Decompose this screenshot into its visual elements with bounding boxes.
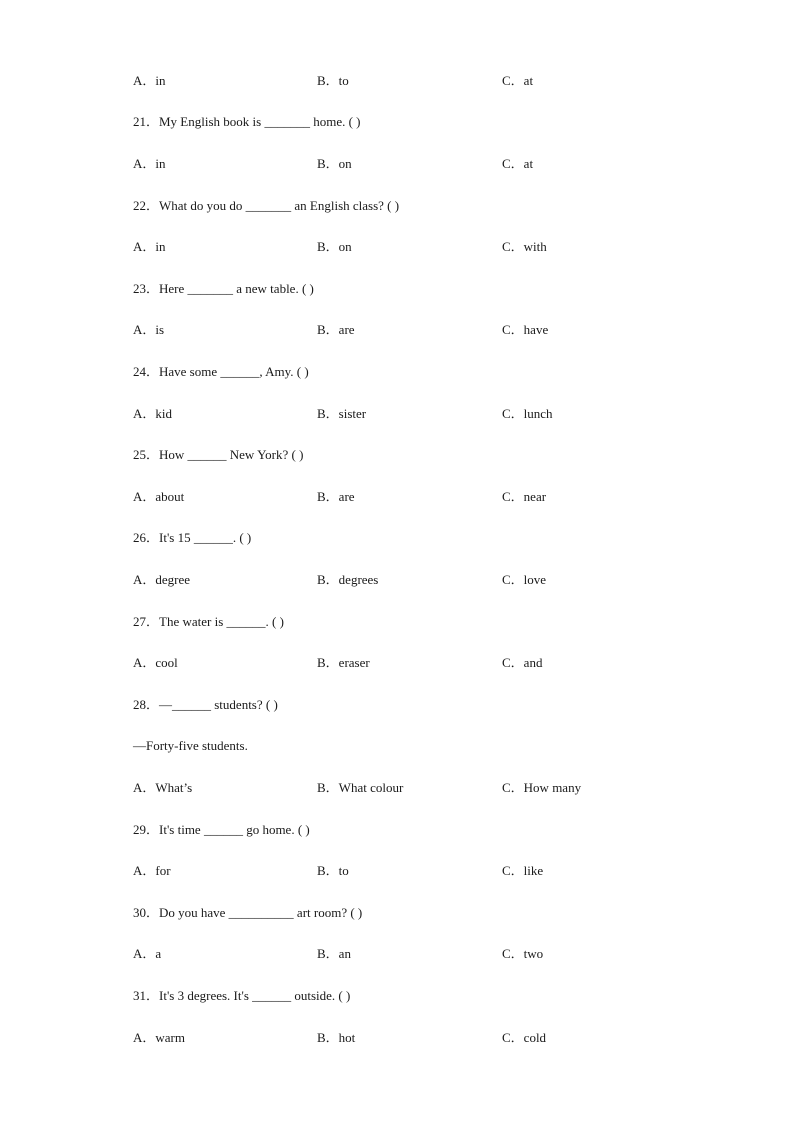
question-26 <box>0 529 794 547</box>
option-b: B．are <box>317 489 355 504</box>
option-c: C．love <box>502 572 547 587</box>
options-row-22 <box>0 238 794 256</box>
option-b: B．What colour <box>317 780 404 795</box>
question-25 <box>0 446 794 464</box>
options-row-30 <box>0 945 794 963</box>
option-b: B．degrees <box>317 572 379 587</box>
question-text: 30．Do you have __________ art room? ( ) <box>133 905 363 920</box>
question-text: 25．How ______ New York? ( ) <box>133 447 304 462</box>
question-29 <box>0 821 794 839</box>
option-b: B．hot <box>317 1030 356 1045</box>
question-text: 26．It's 15 ______. ( ) <box>133 530 252 545</box>
option-b: B．an <box>317 946 351 961</box>
question-text: 23．Here _______ a new table. ( ) <box>133 281 314 296</box>
option-a: A．What’s <box>133 780 193 795</box>
question-27 <box>0 613 794 631</box>
question-30 <box>0 904 794 922</box>
option-a: A．is <box>133 322 165 337</box>
option-c: C．like <box>502 863 544 878</box>
option-c: C．two <box>502 946 544 961</box>
options-row-26 <box>0 571 794 589</box>
question-31 <box>0 987 794 1005</box>
option-b: B．sister <box>317 406 367 421</box>
question-text: 22．What do you do _______ an English class? ( ) <box>133 198 400 213</box>
option-c: C．with <box>502 239 547 254</box>
option-b: B．to <box>317 863 349 878</box>
question-text: 24．Have some ______, Amy. ( ) <box>133 364 309 379</box>
question-23 <box>0 280 794 298</box>
option-a: A．in <box>133 156 166 171</box>
option-a: A．degree <box>133 572 191 587</box>
question-22 <box>0 197 794 215</box>
options-row-27 <box>0 654 794 672</box>
option-c: C．near <box>502 489 547 504</box>
option-c: C．at <box>502 73 534 88</box>
option-a: A．warm <box>133 1030 185 1045</box>
options-row-21 <box>0 155 794 173</box>
options-row-28 <box>0 779 794 797</box>
option-a: A．kid <box>133 406 173 421</box>
option-c: C．How many <box>502 780 582 795</box>
question-28-answer-line <box>0 737 794 755</box>
option-c: C．and <box>502 655 543 670</box>
option-c: C．cold <box>502 1030 547 1045</box>
option-b: B．to <box>317 73 349 88</box>
option-c: C．lunch <box>502 406 553 421</box>
options-row-29 <box>0 862 794 880</box>
option-c: C．at <box>502 156 534 171</box>
option-a: A．a <box>133 946 162 961</box>
option-a: A．in <box>133 73 166 88</box>
options-row-20 <box>0 72 794 90</box>
question-text: 28．—______ students? ( ) <box>133 697 278 712</box>
question-21 <box>0 113 794 131</box>
options-row-24 <box>0 405 794 423</box>
question-text: 27．The water is ______. ( ) <box>133 614 284 629</box>
option-a: A．in <box>133 239 166 254</box>
question-text: 31．It's 3 degrees. It's ______ outside. ( ) <box>133 988 351 1003</box>
option-b: B．are <box>317 322 355 337</box>
question-text: 29．It's time ______ go home. ( ) <box>133 822 310 837</box>
option-c: C．have <box>502 322 549 337</box>
option-a: A．for <box>133 863 171 878</box>
option-b: B．eraser <box>317 655 370 670</box>
question-text: 21．My English book is _______ home. ( ) <box>133 114 361 129</box>
options-row-31 <box>0 1029 794 1047</box>
question-28 <box>0 696 794 714</box>
dialogue-reply: —Forty-five students. <box>133 738 248 753</box>
option-b: B．on <box>317 239 352 254</box>
options-row-25 <box>0 488 794 506</box>
options-row-23 <box>0 321 794 339</box>
question-24 <box>0 363 794 381</box>
option-a: A．about <box>133 489 185 504</box>
option-a: A．cool <box>133 655 178 670</box>
option-b: B．on <box>317 156 352 171</box>
